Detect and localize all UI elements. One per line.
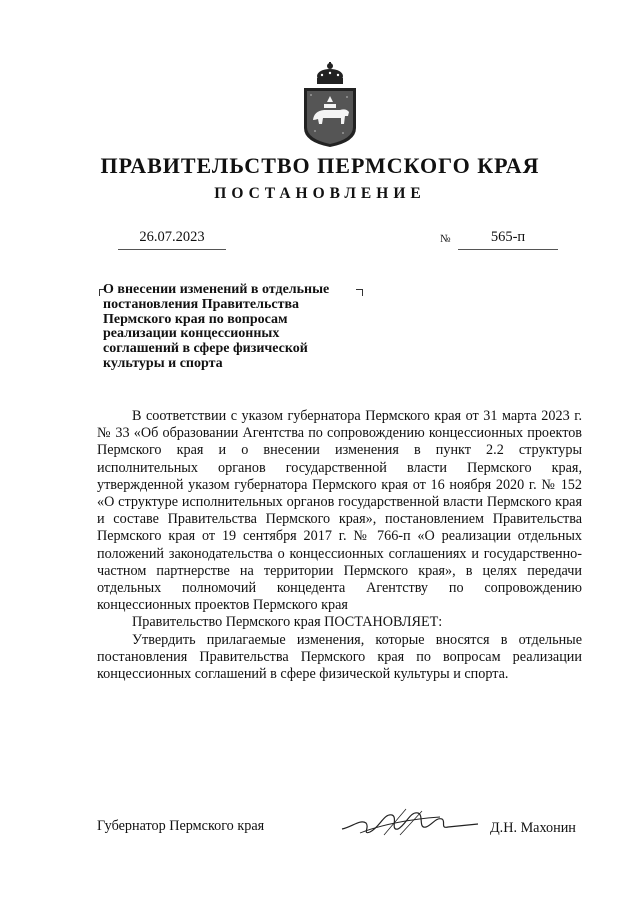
document-number: 565-п: [490, 229, 526, 245]
document-body: [97, 408, 582, 683]
subject-corner-right: [356, 289, 363, 296]
document-date: 26.07.2023: [139, 229, 205, 245]
subject-line: постановления Правительства: [103, 296, 299, 312]
signer-name: Д.Н. Махонин: [490, 820, 576, 836]
subject-line: соглашений в сфере физической: [103, 341, 308, 357]
organization-title: ПРАВИТЕЛЬСТВО ПЕРМСКОГО КРАЯ: [100, 153, 540, 178]
body-paragraph: Правительство Пермского края ПОСТАНОВЛЯЕТ:: [132, 614, 443, 631]
subject-line: О внесении изменений в отдельные: [103, 282, 330, 297]
body-paragraph: Утвердить прилагаемые изменения, которые вносятся в отдельные постановления Правительства Пермского края по вопросам реализации концессионных соглашений в сфере физической культуры и спорта.: [97, 631, 582, 683]
subject-line: Пермского края по вопросам: [103, 311, 288, 327]
handwritten-signature-icon: [340, 805, 480, 839]
subject-line: культуры и спорта: [103, 355, 223, 371]
date-underline: [118, 249, 226, 250]
number-sign: №: [440, 233, 451, 245]
perm-krai-coat-of-arms-icon: [300, 62, 360, 148]
signer-title: Губернатор Пермского края: [97, 818, 265, 834]
document-type: ПОСТАНОВЛЕНИЕ: [214, 185, 426, 202]
subject-line: реализации концессионных: [103, 326, 280, 342]
number-underline: [458, 249, 558, 250]
document-subject: [103, 283, 353, 372]
body-paragraph: В соответствии с указом губернатора Пермского края от 31 марта 2023 г. № 33 «Об образовании Агентства по сопровождению концессионных проектов Пермского края и о внесении изменения в пункт 2.2 структуры исполнительных органов государственной власти Пермского края, утвержденной указом губернатора Пермского края от 16 ноября 2020 г. № 152 «О структуре исполнительных органов государственной власти Пермского края и составе Правительства Пермского края», постановлением Правительства Пермского края от 19 сентября 2017 г. № 766-п «О реализации отдельных положений законодательства о концессионных соглашениях и государственно-частном партнерстве на территории Пермского края», в целях передачи отдельных полномочий концедента Агентству по сопровождению концессионных проектов Пермского края: [97, 408, 582, 614]
